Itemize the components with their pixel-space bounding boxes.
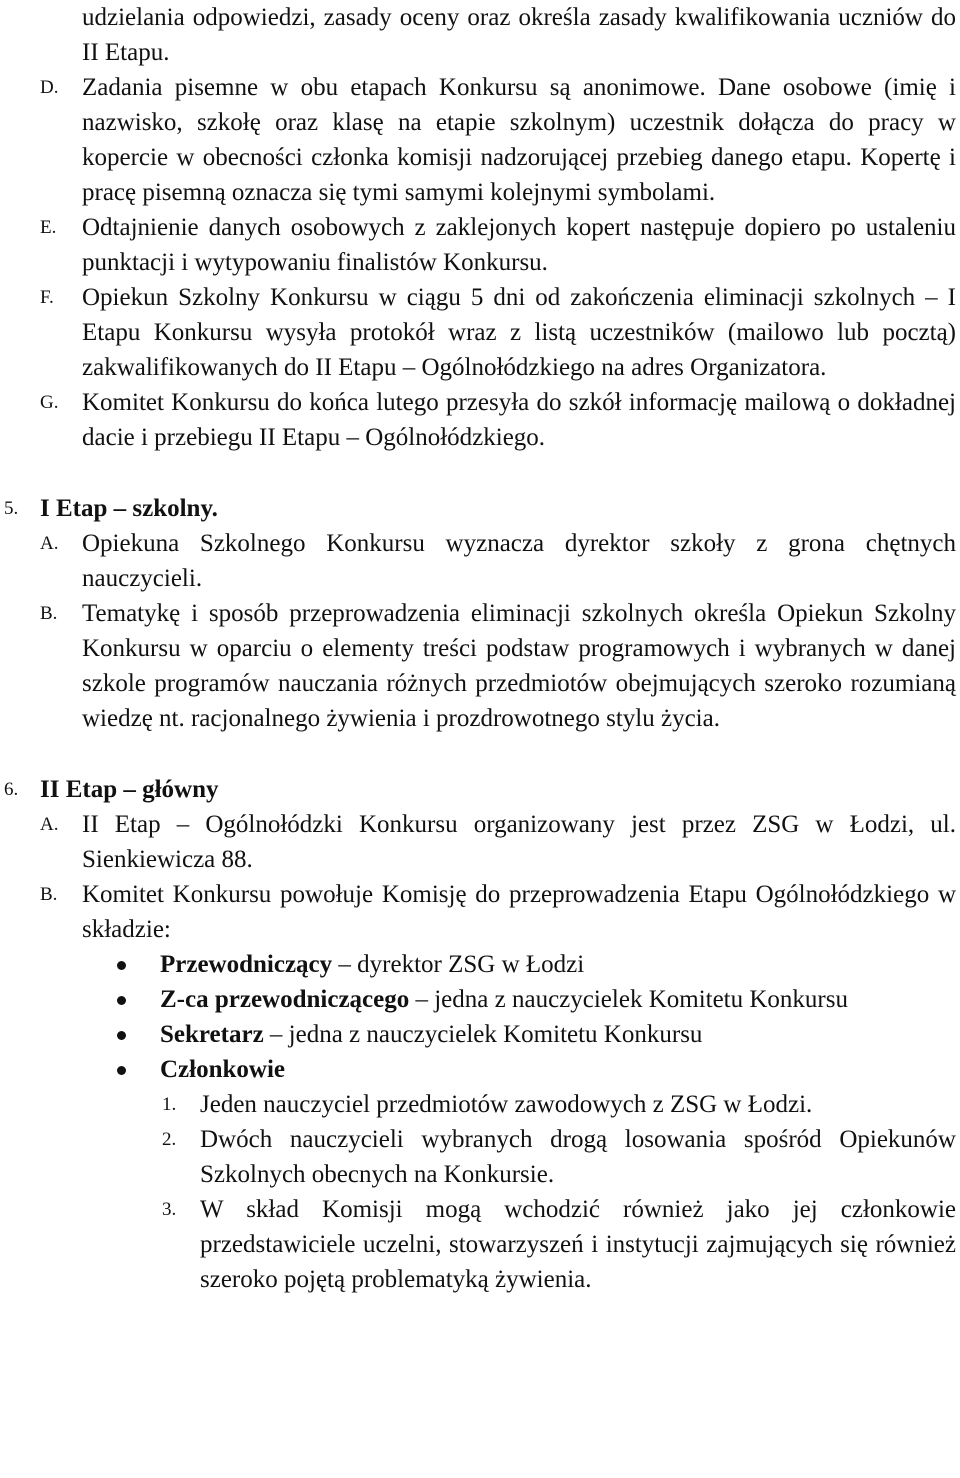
member-text: Dwóch nauczycieli wybranych drogą losowania spośród Opiekunów Szkolnych obecnych na Konkursie. bbox=[200, 1126, 956, 1188]
section6-item-a bbox=[0, 807, 960, 877]
committee-bullet-deputy bbox=[0, 982, 960, 1017]
intro-paragraph: udzielania odpowiedzi, zasady oceny oraz określa zasady kwalifikowania uczniów do II Etapu. bbox=[82, 4, 956, 66]
item-marker: B. bbox=[40, 884, 58, 905]
item-marker: G. bbox=[40, 392, 59, 413]
section6-item-b bbox=[0, 877, 960, 947]
role-name: Przewodniczący bbox=[160, 951, 333, 978]
member-text: W skład Komisji mogą wchodzić również jako jej członkowie przedstawiciele uczelni, stowarzyszeń i instytucji zajmujących się również szeroko pojętą problematyką żywienia. bbox=[200, 1196, 956, 1293]
bullet-dot-icon bbox=[117, 961, 126, 970]
list-item-g bbox=[0, 385, 960, 455]
item-marker: E. bbox=[40, 217, 57, 238]
role-desc: – jedna z nauczycielek Komitetu Konkursu bbox=[263, 1021, 703, 1048]
member-item-2 bbox=[0, 1122, 960, 1192]
item-text: Odtajnienie danych osobowych z zaklejonych kopert następuje dopiero po ustaleniu punktacji i wytypowaniu finalistów Konkursu. bbox=[82, 214, 956, 276]
section-heading-5 bbox=[0, 491, 960, 526]
role-name: Z-ca przewodniczącego bbox=[160, 986, 410, 1013]
role-desc: – jedna z nauczycielek Komitetu Konkursu bbox=[409, 986, 848, 1013]
bullet-dot-icon bbox=[117, 996, 126, 1005]
member-item-1 bbox=[0, 1087, 960, 1122]
role-desc: – dyrektor ZSG w Łodzi bbox=[332, 951, 585, 978]
section5-item-b bbox=[0, 596, 960, 736]
item-text: Opiekun Szkolny Konkursu w ciągu 5 dni od zakończenia eliminacji szkolnych – I Etapu Konkursu wysyła protokół wraz z listą uczestników (mailowo lub pocztą) zakwalifikowanych do II Etapu – Ogólnołódzkiego na adres Organizatora. bbox=[82, 284, 956, 381]
list-item-f bbox=[0, 280, 960, 385]
role-name: Członkowie bbox=[160, 1056, 285, 1083]
bullet-dot-icon bbox=[117, 1066, 126, 1075]
item-marker: F. bbox=[40, 287, 54, 308]
item-text: Komitet Konkursu do końca lutego przesyła do szkół informację mailową o dokładnej dacie i przebiegu II Etapu – Ogólnołódzkiego. bbox=[82, 389, 956, 451]
section-marker: 6. bbox=[4, 779, 19, 800]
section-title: I Etap – szkolny. bbox=[40, 495, 218, 522]
item-text: Komitet Konkursu powołuje Komisję do przeprowadzenia Etapu Ogólnołódzkiego w składzie: bbox=[82, 881, 956, 943]
member-item-3 bbox=[0, 1192, 960, 1297]
member-text: Jeden nauczyciel przedmiotów zawodowych z ZSG w Łodzi. bbox=[200, 1091, 813, 1118]
bullet-dot-icon bbox=[117, 1031, 126, 1040]
item-marker: A. bbox=[40, 814, 59, 835]
role-name: Sekretarz bbox=[160, 1021, 264, 1048]
section-heading-6 bbox=[0, 772, 960, 807]
committee-bullet-members bbox=[0, 1052, 960, 1087]
item-text: Opiekuna Szkolnego Konkursu wyznacza dyrektor szkoły z grona chętnych nauczycieli. bbox=[82, 530, 956, 592]
item-marker: D. bbox=[40, 77, 59, 98]
item-text: Zadania pisemne w obu etapach Konkursu są anonimowe. Dane osobowe (imię i nazwisko, szkołę oraz klasę na etapie szkolnym) uczestnik dołącza do pracy w kopercie w obecności członka komisji nadzorującej przebieg danego etapu. Kopertę i pracę pisemną oznacza się tymi samymi kolejnymi symbolami. bbox=[82, 74, 956, 206]
list-item-d bbox=[0, 70, 960, 210]
member-marker: 1. bbox=[162, 1094, 177, 1115]
item-text: II Etap – Ogólnołódzki Konkursu organizowany jest przez ZSG w Łodzi, ul. Sienkiewicza 88. bbox=[82, 811, 956, 873]
section5-item-a bbox=[0, 526, 960, 596]
item-marker: B. bbox=[40, 603, 58, 624]
member-marker: 3. bbox=[162, 1199, 177, 1220]
member-marker: 2. bbox=[162, 1129, 177, 1150]
section-title: II Etap – główny bbox=[40, 776, 219, 803]
committee-bullet-chair bbox=[0, 947, 960, 982]
section-marker: 5. bbox=[4, 498, 19, 519]
item-text: Tematykę i sposób przeprowadzenia eliminacji szkolnych określa Opiekun Szkolny Konkursu w oparciu o elementy treści podstaw programowych i wybranych w danej szkole programów nauczania różnych przedmiotów obejmujących szeroko rozumianą wiedzę nt. racjonalnego żywienia i prozdrowotnego stylu życia. bbox=[82, 600, 956, 732]
item-marker: A. bbox=[40, 533, 59, 554]
list-item-e bbox=[0, 210, 960, 280]
committee-bullet-secretary bbox=[0, 1017, 960, 1052]
